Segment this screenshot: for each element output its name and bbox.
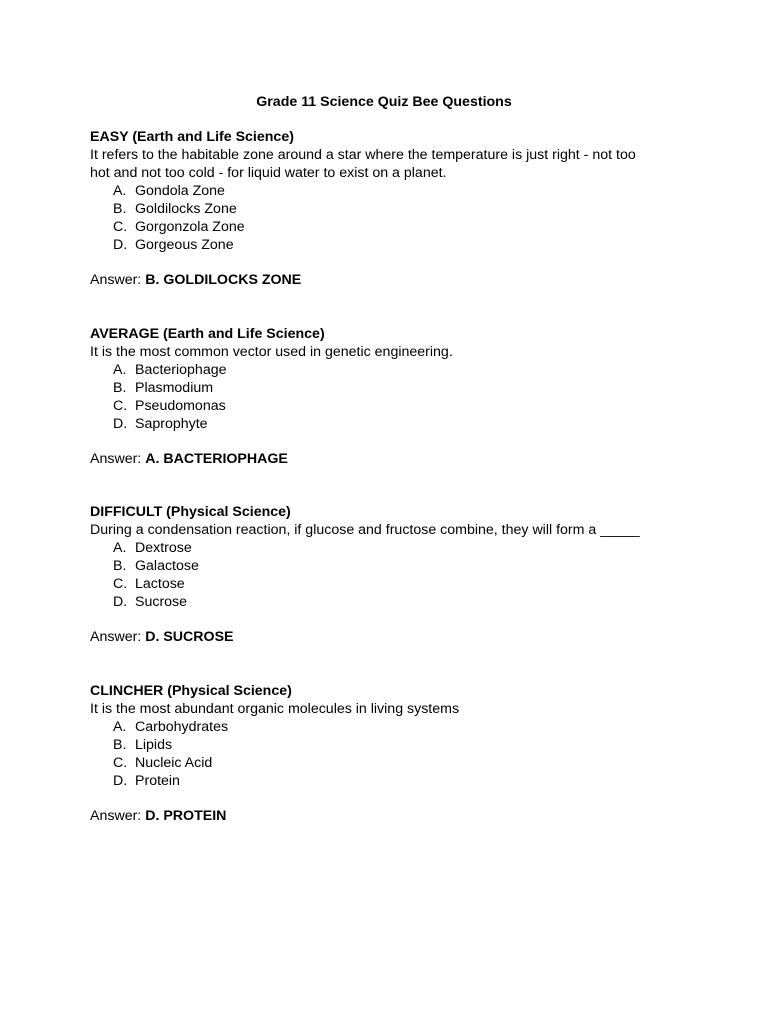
option-letter: D. [113,416,128,432]
option-letter: A. [113,362,127,378]
document-title: Grade 11 Science Quiz Bee Questions [256,94,512,110]
option-letter: A. [113,719,127,735]
option-text: Plasmodium [135,380,214,396]
option-text: Saprophyte [135,416,208,432]
section-heading: AVERAGE (Earth and Life Science) [90,326,325,342]
answer-line [90,807,690,825]
option-letter: C. [113,398,128,414]
option-item [90,557,690,575]
option-letter: B. [113,201,127,217]
option-item [90,539,690,557]
option-letter: D. [113,773,128,789]
options-list [90,718,690,790]
option-item [90,593,690,611]
answer-line [90,271,690,289]
section-heading: DIFFICULT (Physical Science) [90,504,291,520]
option-letter: B. [113,737,127,753]
option-text: Gondola Zone [135,183,225,199]
option-item [90,379,690,397]
option-item [90,218,690,236]
answer-label: Answer: [90,629,142,645]
option-text: Lactose [135,576,185,592]
option-item [90,361,690,379]
option-letter: C. [113,219,128,235]
option-text: Protein [135,773,180,789]
question-text: It is the most abundant organic molecules in living systems [90,701,460,717]
answer-value: D. SUCROSE [145,629,234,645]
answer-label: Answer: [90,808,142,824]
option-text: Dextrose [135,540,192,556]
option-letter: A. [113,540,127,556]
option-letter: B. [113,558,127,574]
option-text: Sucrose [135,594,188,610]
option-item [90,754,690,772]
option-text: Goldilocks Zone [135,201,237,217]
section-heading: CLINCHER (Physical Science) [90,683,292,699]
option-item [90,182,690,200]
answer-value: A. BACTERIOPHAGE [145,451,288,467]
option-letter: B. [113,380,127,396]
options-list [90,361,690,433]
option-item [90,200,690,218]
option-text: Gorgonzola Zone [135,219,245,235]
option-text: Nucleic Acid [135,755,213,771]
option-item [90,718,690,736]
option-text: Pseudomonas [135,398,226,414]
option-text: Bacteriophage [135,362,227,378]
option-letter: C. [113,576,128,592]
answer-value: B. GOLDILOCKS ZONE [145,272,302,288]
answer-label: Answer: [90,451,142,467]
option-text: Gorgeous Zone [135,237,234,253]
option-letter: A. [113,183,127,199]
question-text: It is the most common vector used in genetic engineering. [90,344,453,360]
option-item [90,772,690,790]
answer-line [90,628,690,646]
option-item [90,575,690,593]
section-heading: EASY (Earth and Life Science) [90,129,294,145]
option-letter: D. [113,594,128,610]
question-section-clincher [90,682,690,825]
option-text: Carbohydrates [135,719,229,735]
options-list [90,539,690,611]
answer-label: Answer: [90,272,142,288]
question-section-difficult [90,503,690,646]
question-section-average [90,325,690,468]
option-item [90,415,690,433]
option-item [90,397,690,415]
option-item [90,236,690,254]
question-section-easy [90,128,690,289]
option-letter: C. [113,755,128,771]
answer-value: D. PROTEIN [145,808,227,824]
option-item [90,736,690,754]
answer-line [90,450,690,468]
question-text: During a condensation reaction, if glucose and fructose combine, they will form a _____ [90,522,640,538]
question-text: It refers to the habitable zone around a star where the temperature is just right - not too hot and not too cold - for liquid water to exist on a planet. [90,147,636,181]
option-text: Lipids [135,737,173,753]
option-text: Galactose [135,558,199,574]
options-list [90,182,690,254]
option-letter: D. [113,237,128,253]
